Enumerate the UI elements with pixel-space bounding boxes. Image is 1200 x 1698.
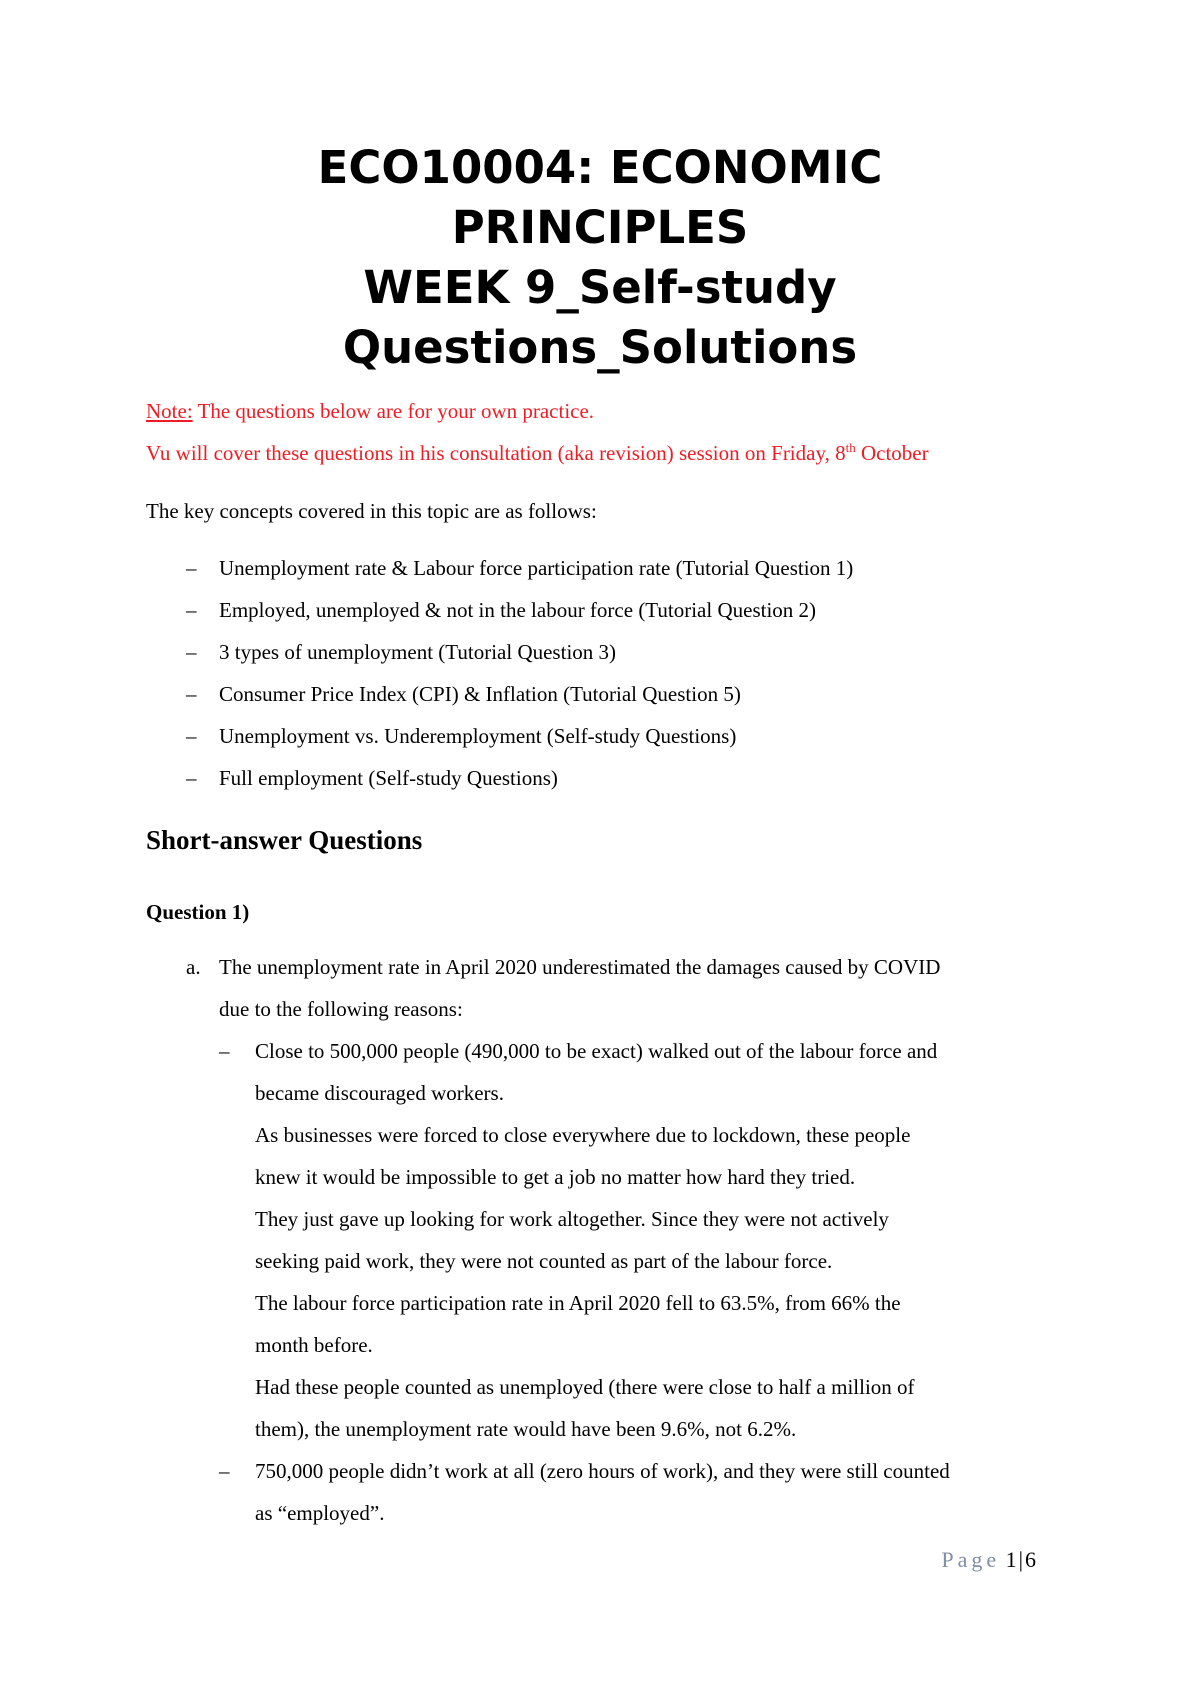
page-total: 6 <box>1025 1547 1036 1572</box>
consultation-note-text: Vu will cover these questions in his consultation (aka revision) session on Friday, 8 <box>146 441 846 465</box>
bullet-line: knew it would be impossible to get a job no matter how hard they tried. <box>255 1165 856 1189</box>
dash-bullet-icon <box>186 554 200 582</box>
title-line-1: ECO10004: ECONOMIC <box>317 141 883 194</box>
bullet-line: The labour force participation rate in April 2020 fell to 63.5%, from 66% the <box>255 1291 901 1315</box>
bullet-line: Had these people counted as unemployed (there were close to half a million of <box>255 1375 915 1399</box>
dash-bullet-icon <box>186 680 200 708</box>
practice-note <box>146 397 594 425</box>
page-separator: | <box>1018 1547 1023 1572</box>
bullet-line: 750,000 people didn’t work at all (zero hours of work), and they were still counted <box>255 1459 950 1483</box>
dash-bullet-icon <box>186 764 200 792</box>
concept-text: Unemployment vs. Underemployment (Self-study Questions) <box>219 724 737 748</box>
bullet-line: became discouraged workers. <box>255 1081 504 1105</box>
bullet-line: month before. <box>255 1333 373 1357</box>
note-label: Note: <box>146 399 193 423</box>
answer-marker: a. <box>186 955 201 979</box>
title-line-4: Questions_Solutions <box>342 321 858 374</box>
page-word: Page <box>941 1547 1001 1572</box>
consultation-note-month: October <box>855 441 929 465</box>
bullet-line: As businesses were forced to close everywhere due to lockdown, these people <box>255 1123 911 1147</box>
bullet-line: Close to 500,000 people (490,000 to be exact) walked out of the labour force and <box>255 1039 938 1063</box>
concept-text: 3 types of unemployment (Tutorial Question 3) <box>219 640 617 664</box>
date-superscript: th <box>845 440 856 455</box>
section-heading: Short-answer Questions <box>146 825 423 855</box>
concept-text: Full employment (Self-study Questions) <box>219 766 558 790</box>
concept-text: Employed, unemployed & not in the labour force (Tutorial Question 2) <box>219 598 817 622</box>
concept-text: Unemployment rate & Labour force participation rate (Tutorial Question 1) <box>219 556 854 580</box>
note-text: The questions below are for your own practice. <box>192 399 595 423</box>
intro-paragraph: The key concepts covered in this topic are as follows: <box>146 499 597 523</box>
answer-line: due to the following reasons: <box>219 997 463 1021</box>
answer-line: The unemployment rate in April 2020 underestimated the damages caused by COVID <box>219 955 941 979</box>
bullet-line: as “employed”. <box>255 1501 385 1525</box>
question-heading: Question 1) <box>146 900 250 924</box>
dash-bullet-icon <box>186 638 200 666</box>
title-line-3: WEEK 9_Self-study <box>363 261 837 314</box>
consultation-note <box>146 439 929 467</box>
dash-bullet-icon <box>186 596 200 624</box>
concept-text: Consumer Price Index (CPI) & Inflation (Tutorial Question 5) <box>219 682 741 706</box>
page-number: 1 <box>1005 1547 1017 1572</box>
bullet-line: seeking paid work, they were not counted as part of the labour force. <box>255 1249 833 1273</box>
page-footer <box>0 1546 1036 1574</box>
bullet-line: them), the unemployment rate would have been 9.6%, not 6.2%. <box>255 1417 797 1441</box>
title-line-2: PRINCIPLES <box>451 201 749 254</box>
dash-bullet-icon <box>219 1037 233 1065</box>
dash-bullet-icon <box>186 722 200 750</box>
bullet-line: They just gave up looking for work altogether. Since they were not actively <box>255 1207 889 1231</box>
dash-bullet-icon <box>219 1457 233 1485</box>
document-title <box>0 138 1200 378</box>
